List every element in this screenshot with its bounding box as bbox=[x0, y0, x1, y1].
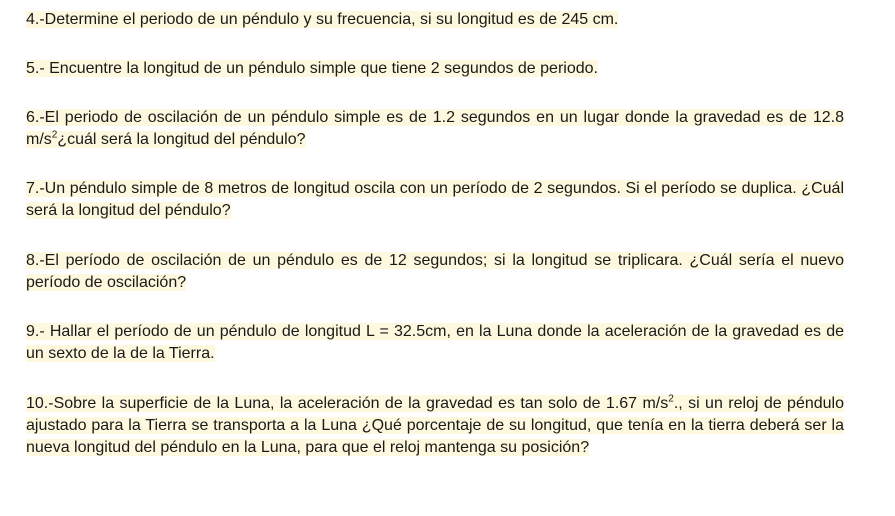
problem-6-text-part-a: 6.-El periodo de oscilación de un péndulo simple es de 1.2 segundos en un lugar donde la gravedad es de 12.8 m/s bbox=[26, 109, 844, 148]
problem-7-text: 7.-Un péndulo simple de 8 metros de longitud oscila con un período de 2 segundos. Si el período se duplica. ¿Cuál será la longitud del péndulo? bbox=[26, 180, 844, 219]
problem-8 bbox=[26, 250, 844, 294]
problem-6-body bbox=[26, 109, 844, 148]
problem-4 bbox=[26, 9, 844, 31]
problem-5-text: 5.- Encuentre la longitud de un péndulo simple que tiene 2 segundos de periodo. bbox=[26, 60, 598, 77]
problem-8-text: 8.-El período de oscilación de un péndulo es de 12 segundos; si la longitud se triplicara. ¿Cuál sería el nuevo período de oscilación? bbox=[26, 252, 844, 291]
problem-6 bbox=[26, 107, 844, 151]
problem-7 bbox=[26, 178, 844, 222]
problem-9 bbox=[26, 321, 844, 365]
problem-6-exponent: 2 bbox=[51, 129, 58, 141]
problem-10-exponent: 2 bbox=[668, 393, 674, 405]
problem-5 bbox=[26, 58, 844, 80]
problem-4-text: 4.-Determine el periodo de un péndulo y su frecuencia, si su longitud es de 245 cm. bbox=[26, 11, 619, 28]
problem-10-text-part-b: ., si un reloj de péndulo ajustado para la Tierra se transporta a la Luna ¿Qué porcentaje de su longitud, que tenía en la tierra deberá ser la nueva longitud del péndulo en la Luna, para que el reloj mantenga su posición? bbox=[26, 395, 845, 456]
problem-10 bbox=[26, 393, 844, 459]
problem-9-text: 9.- Hallar el período de un péndulo de longitud L = 32.5cm, en la Luna donde la aceleración de la gravedad es de un sexto de la de la Tierra. bbox=[26, 323, 844, 362]
problem-10-text-part-a: 10.-Sobre la superficie de la Luna, la aceleración de la gravedad es tan solo de 1.67 m/s bbox=[26, 395, 669, 412]
problem-6-text-part-b: ¿cuál será la longitud del péndulo? bbox=[57, 131, 306, 148]
problem-10-body bbox=[26, 395, 844, 456]
